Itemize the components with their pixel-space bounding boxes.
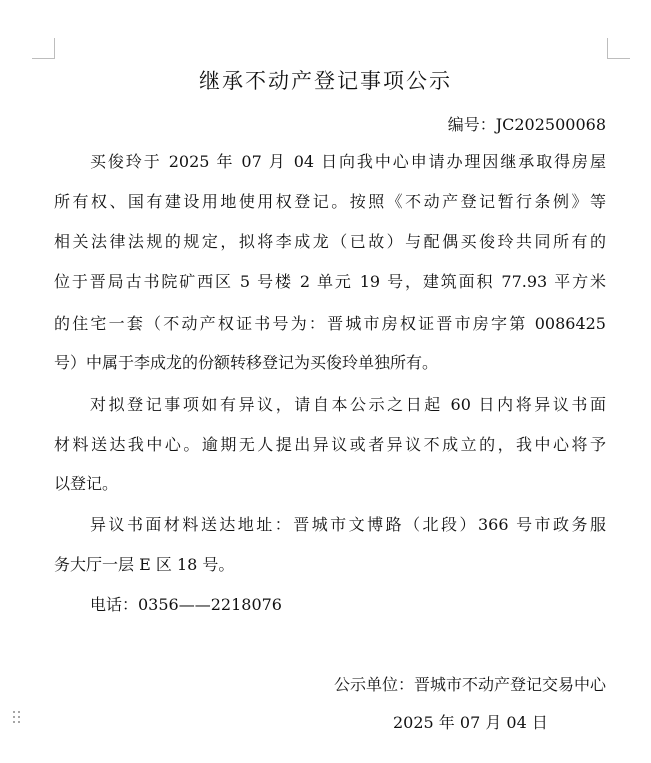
paragraph-line: 位于晋局古书院矿西区 5 号楼 2 单元 19 号，建筑面积 77.93 平方米 — [54, 272, 606, 291]
paragraph-line: 材料送达我中心。逾期无人提出异议或者异议不成立的，我中心将予 — [54, 435, 606, 454]
paragraph-line: 以登记。 — [54, 474, 119, 493]
top-left-margin-mark — [32, 38, 55, 59]
paragraph-line: 的住宅一套（不动产权证书号为：晋城市房权证晋市房字第 0086425 — [54, 314, 606, 333]
document-number: 编号：JC202500068 — [447, 115, 606, 134]
paragraph-line: 买俊玲于 2025 年 07 月 04 日向我中心申请办理因继承取得房屋 — [90, 152, 606, 171]
paragraph-line: 异议书面材料送达地址：晋城市文博路（北段）366 号市政务服 — [90, 515, 606, 534]
top-right-margin-mark — [607, 38, 630, 59]
signature-unit: 公示单位：晋城市不动产登记交易中心 — [333, 675, 606, 694]
paragraph-line: 所有权、国有建设用地使用权登记。按照《不动产登记暂行条例》等 — [54, 192, 606, 211]
paragraph-line: 号）中属于李成龙的份额转移登记为买俊玲单独所有。 — [54, 353, 439, 372]
paragraph-line: 务大厅一层 E 区 18 号。 — [54, 555, 235, 574]
signature-date: 2025 年 07 月 04 日 — [393, 713, 548, 732]
paragraph-line: 相关法律法规的规定，拟将李成龙（已故）与配偶买俊玲共同所有的 — [54, 232, 606, 251]
document-title: 继承不动产登记事项公示 — [199, 69, 452, 93]
drag-handle-icon[interactable] — [13, 711, 23, 725]
phone-line: 电话：0356——2218076 — [90, 595, 282, 614]
paragraph-line: 对拟登记事项如有异议，请自本公示之日起 60 日内将异议书面 — [90, 395, 606, 414]
